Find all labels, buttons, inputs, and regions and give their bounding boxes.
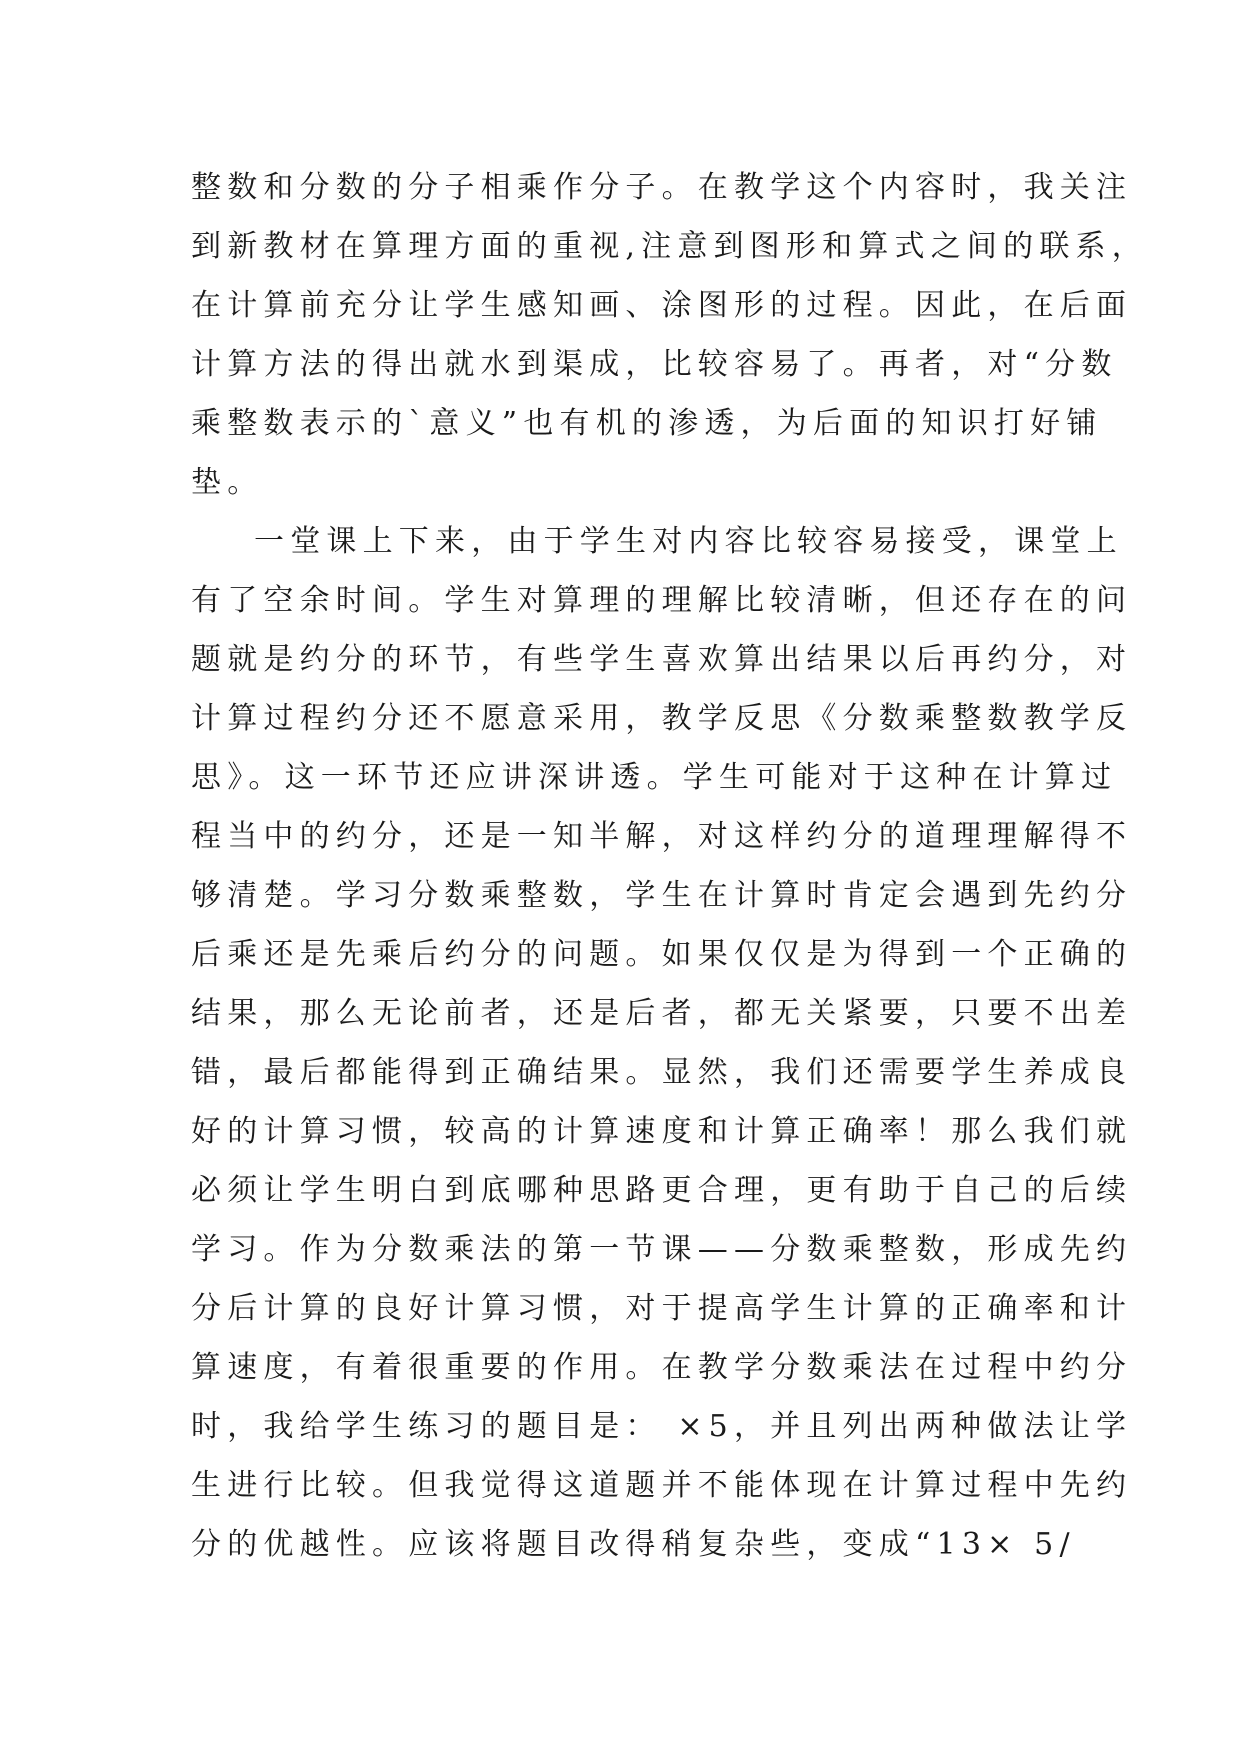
paragraph-2-line-13: 学习。作为分数乘法的第一节课——分数乘整数，形成先约 (191, 1232, 1133, 1267)
paragraph-2-line-3: 题就是约分的环节，有些学生喜欢算出结果以后再约分，对 (191, 642, 1133, 677)
paragraph-2-line-18: 分的优越性。应该将题目改得稍复杂些，变成“13× 5/ (191, 1527, 1076, 1562)
paragraph-2-line-5: 思》。这一环节还应讲深讲透。学生可能对于这种在计算过 (191, 760, 1118, 795)
paragraph-1-line-6: 垫。 (191, 465, 264, 500)
paragraph-2-line-4: 计算过程约分还不愿意采用，教学反思《分数乘整数教学反 (191, 701, 1133, 736)
paragraph-2-line-2: 有了空余时间。学生对算理的理解比较清晰，但还存在的问 (191, 583, 1133, 618)
paragraph-2-line-9: 结果，那么无论前者，还是后者，都无关紧要，只要不出差 (191, 996, 1133, 1031)
paragraph-2-line-14: 分后计算的良好计算习惯，对于提高学生计算的正确率和计 (191, 1291, 1133, 1326)
paragraph-2-line-17: 生进行比较。但我觉得这道题并不能体现在计算过程中先约 (191, 1468, 1133, 1503)
paragraph-2-line-15: 算速度，有着很重要的作用。在教学分数乘法在过程中约分 (191, 1350, 1133, 1385)
paragraph-2-line-1: 一堂课上下来，由于学生对内容比较容易接受，课堂上 (254, 524, 1123, 559)
paragraph-2-line-16: 时，我给学生练习的题目是： ×5，并且列出两种做法让学 (191, 1409, 1133, 1444)
paragraph-2-line-8: 后乘还是先乘后约分的问题。如果仅仅是为得到一个正确的 (191, 937, 1133, 972)
paragraph-2-line-10: 错，最后都能得到正确结果。显然，我们还需要学生养成良 (191, 1055, 1133, 1090)
paragraph-1-line-5: 乘整数表示的`意义”也有机的渗透，为后面的知识打好铺 (191, 406, 1103, 441)
paragraph-2-line-11: 好的计算习惯，较高的计算速度和计算正确率！那么我们就 (191, 1114, 1133, 1149)
paragraph-1-line-1: 整数和分数的分子相乘作分子。在教学这个内容时，我关注 (191, 170, 1133, 205)
paragraph-2-line-12: 必须让学生明白到底哪种思路更合理，更有助于自己的后续 (191, 1173, 1133, 1208)
body-text (191, 158, 1148, 1574)
paragraph-1-line-2: 到新教材在算理方面的重视,注意到图形和算式之间的联系， (191, 229, 1148, 264)
paragraph-2-line-7: 够清楚。学习分数乘整数，学生在计算时肯定会遇到先约分 (191, 878, 1133, 913)
paragraph-1-line-4: 计算方法的得出就水到渠成，比较容易了。再者，对“分数 (191, 347, 1118, 382)
paragraph-1-line-3: 在计算前充分让学生感知画、涂图形的过程。因此，在后面 (191, 288, 1133, 323)
paragraph-2-line-6: 程当中的约分，还是一知半解，对这样约分的道理理解得不 (191, 819, 1133, 854)
